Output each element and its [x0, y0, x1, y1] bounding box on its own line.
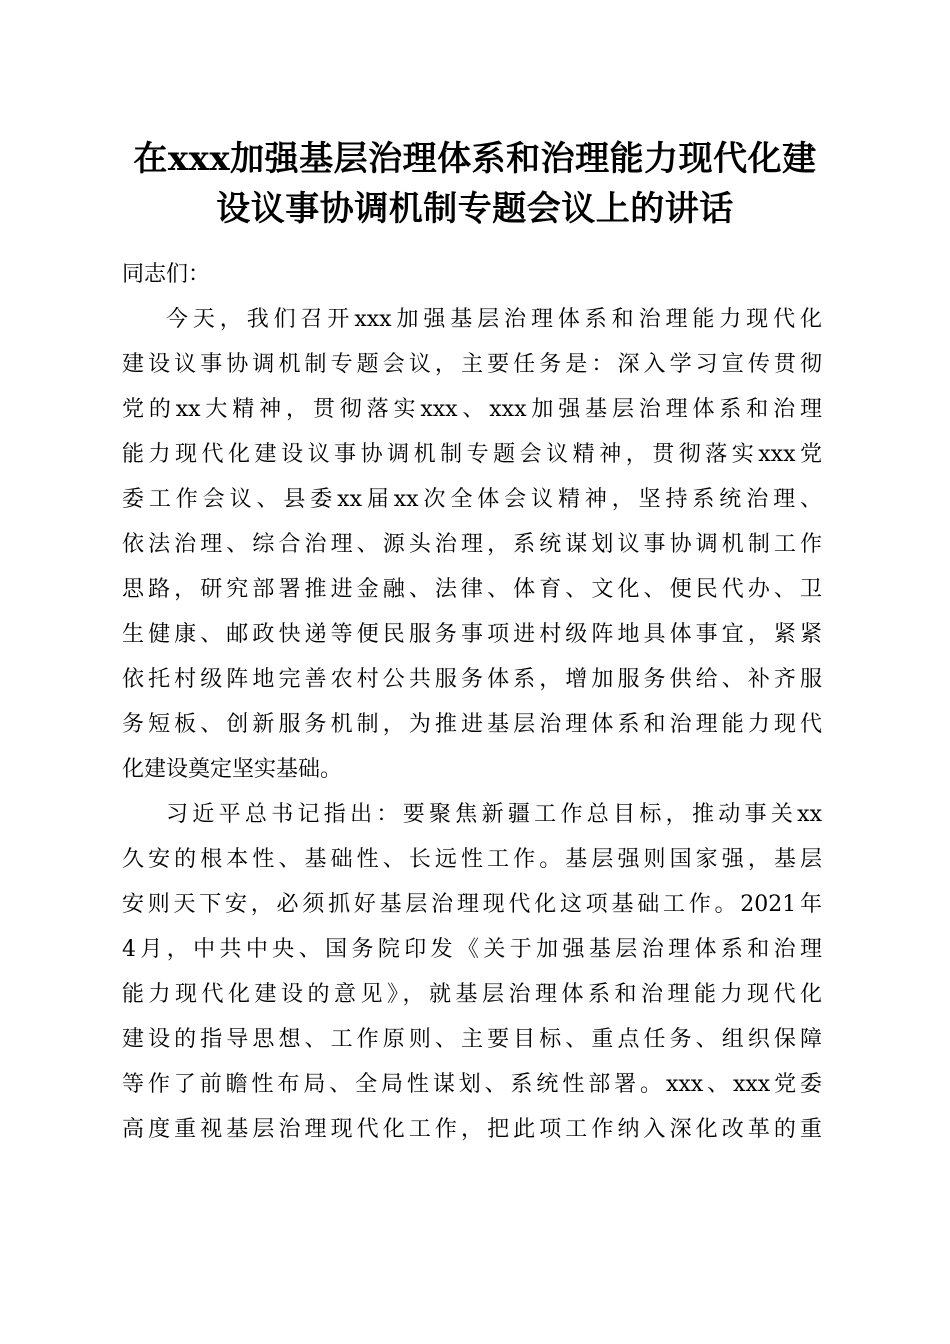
paragraph-line: 高度重视基层治理现代化工作，把此项工作纳入深化改革的重 — [122, 1117, 822, 1142]
document-title — [100, 134, 850, 234]
paragraph-line: 生健康、邮政快递等便民服务事项进村级阵地具体事宜，紧紧 — [122, 622, 822, 647]
paragraph-line: 等作了前瞻性布局、全局性谋划、系统性部署。xxx、xxx党委 — [122, 1072, 822, 1097]
paragraph-line: 久安的根本性、基础性、长远性工作。基层强则国家强，基层 — [122, 847, 822, 872]
document-body — [122, 252, 822, 1152]
paragraph-line: 习近平总书记指出：要聚焦新疆工作总目标，推动事关xx — [166, 802, 822, 827]
salutation: 同志们： — [122, 262, 211, 287]
title-line-2: 设议事协调机制专题会议上的讲话 — [216, 189, 734, 229]
paragraph-line: 委工作会议、县委xx届xx次全体会议精神，坚持系统治理、 — [122, 487, 822, 512]
title-line-1: 在xxx加强基层治理体系和治理能力现代化建 — [133, 139, 817, 179]
paragraph-line: 党的xx大精神，贯彻落实xxx、xxx加强基层治理体系和治理 — [122, 397, 822, 422]
paragraph-line: 思路，研究部署推进金融、法律、体育、文化、便民代办、卫 — [122, 577, 822, 602]
paragraph-line: 建设议事协调机制专题会议，主要任务是：深入学习宣传贯彻 — [122, 352, 822, 377]
paragraph-line: 能力现代化建设议事协调机制专题会议精神，贯彻落实xxx党 — [122, 442, 822, 467]
paragraph-line: 依法治理、综合治理、源头治理，系统谋划议事协调机制工作 — [122, 532, 822, 557]
paragraph-line: 安则天下安，必须抓好基层治理现代化这项基础工作。2021年 — [122, 892, 822, 917]
paragraph-line: 能力现代化建设的意见》，就基层治理体系和治理能力现代化 — [122, 982, 822, 1007]
paragraph-line: 今天，我们召开xxx加强基层治理体系和治理能力现代化 — [166, 307, 822, 332]
paragraph-line: 依托村级阵地完善农村公共服务体系，增加服务供给、补齐服 — [122, 667, 822, 692]
paragraph-line: 建设的指导思想、工作原则、主要目标、重点任务、组织保障 — [122, 1027, 822, 1052]
paragraph-line: 务短板、创新服务机制，为推进基层治理体系和治理能力现代 — [122, 712, 822, 737]
paragraph-1 — [122, 297, 822, 792]
paragraph-2 — [122, 792, 822, 1152]
paragraph-line: 4月，中共中央、国务院印发《关于加强基层治理体系和治理 — [122, 937, 822, 962]
paragraph-line: 化建设奠定坚实基础。 — [122, 757, 343, 782]
